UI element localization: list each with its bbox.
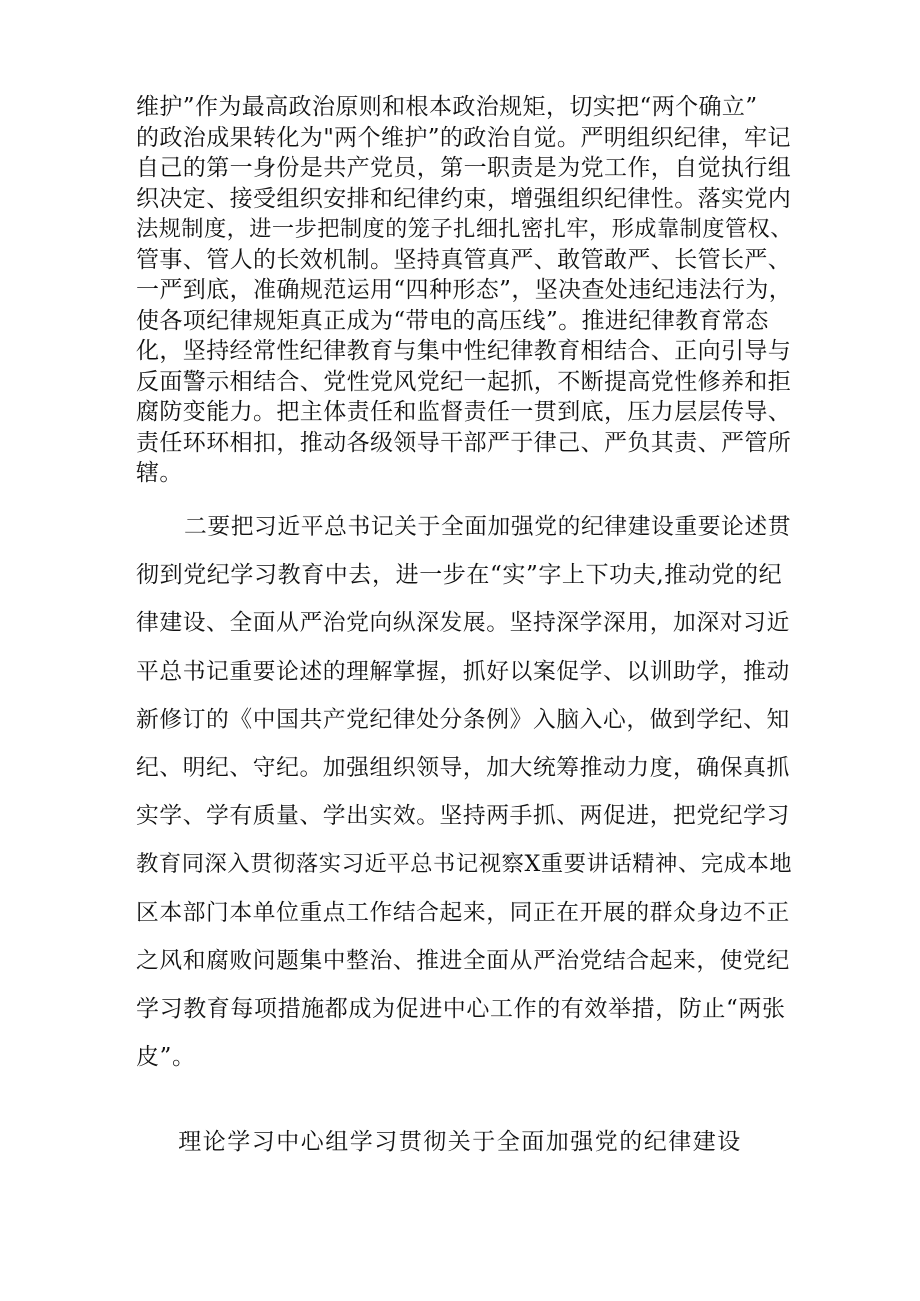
text-line: 彻到党纪学习教育中去，进一步在“实”字上下功夫,推动党的纪 — [136, 562, 783, 589]
text-line: 一严到底，准确规范运用“四种形态”，坚决查处违纪违法行为， — [136, 277, 793, 303]
text-line: 责任环环相扣，推动各级领导干部严于律己、严负其责、严管所 — [136, 429, 792, 456]
text-line: 实学、学有质量、学出实效。坚持两手抓、两促进，把党纪学习 — [136, 803, 790, 830]
text-line: 管事、管人的长效机制。坚持真管真严、敢管敢严、长管长严、 — [136, 246, 792, 273]
text-line: 自己的第一身份是共产党员，第一职责是为党工作，自觉执行组 — [136, 155, 792, 181]
text-line: 皮”。 — [136, 1044, 196, 1071]
text-line: 之风和腐败问题集中整治、推进全面从严治党结合起来，使党纪 — [136, 947, 790, 974]
text-line: 学习教育每项措施都成为促进中心工作的有效举措，防止“两张 — [136, 996, 786, 1023]
paragraph-2 — [136, 503, 796, 1081]
text-line: 辖。 — [136, 460, 183, 486]
text-line: 的政治成果转化为"两个维护”的政治自觉。严明组织纪律，牢记 — [136, 124, 791, 151]
text-line: 化，坚持经常性纪律教育与集中性纪律教育相结合、正向引导与 — [136, 338, 792, 364]
text-line: 维护”作为最高政治原则和根本政治规矩，切实把“两个确立” — [136, 94, 758, 120]
text-line: 纪、明纪、守纪。加强组织领导，加大统筹推动力度，确保真抓 — [136, 755, 790, 782]
text-line: 区本部门本单位重点工作结合起来，同正在开展的群众身边不正 — [136, 899, 790, 926]
paragraph-1 — [136, 92, 796, 489]
document-title: 理论学习中心组学习贯彻关于全面加强党的纪律建设 — [178, 1129, 742, 1155]
text-line: 平总书记重要论述的理解掌握，抓好以案促学、以训助学，推动 — [136, 658, 790, 685]
text-line: 律建设、全面从严治党向纵深发展。坚持深学深用，加深对习近 — [136, 610, 790, 637]
text-line: 教育同深入贯彻落实习近平总书记视察X重要讲话精神、完成本地 — [136, 851, 793, 878]
text-line: 二要把习近平总书记关于全面加强党的纪律建设重要论述贯 — [184, 514, 792, 540]
text-line: 新修订的《中国共产党纪律处分条例》入脑入心，做到学纪、知 — [136, 706, 790, 733]
text-line: 反面警示相结合、党性党风党纪一起抓，不断提高党性修养和拒 — [136, 368, 792, 395]
text-line: 使各项纪律规矩真正成为“带电的高压线”。推进纪律教育常态 — [136, 307, 769, 334]
text-line: 法规制度，进一步把制度的笼子扎细扎密扎牢，形成靠制度管权、 — [136, 216, 793, 242]
text-line: 织决定、接受组织安排和纪律约束，增强组织纪律性。落实党内 — [136, 185, 792, 212]
text-line: 腐防变能力。把主体责任和监督责任一贯到底，压力层层传导、 — [136, 399, 792, 425]
